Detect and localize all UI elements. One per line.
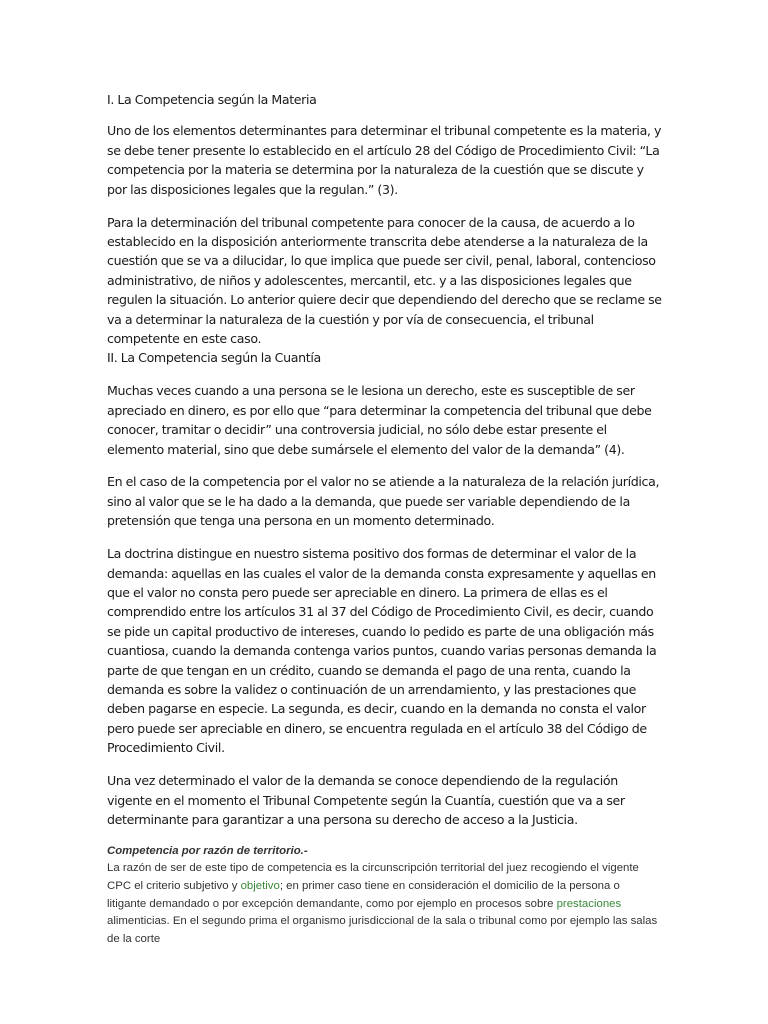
territorio-paragraph <box>107 860 662 948</box>
paragraph-materia-determinacion: Para la determinación del tribunal competente para conocer de la causa, de acuerdo a lo establecido en la disposición anteriormente transcrita debe atenderse a la naturaleza de la cuestión que se va a dilucidar, lo que implica que puede ser civil, penal, laboral, contencioso administrativo, de niños y adolescentes, mercantil, etc. y a las disposiciones legales que regulen la situación. Lo anterior quiere decir que dependiendo del derecho que se reclame se va a determinar la naturaleza de la cuestión y por vía de consecuencia, el tribunal competente en este caso. <box>107 214 662 346</box>
paragraph-cuantia-conclusion: Una vez determinado el valor de la demanda se conoce dependiendo de la regulación vigente en el momento el Tribunal Competente según la Cuantía, cuestión que va a ser determinante para garantizar a una persona su derecho de acceso a la Justicia. <box>107 773 625 827</box>
territorio-text-2: ; en primer caso tiene en consideración el domicilio de la persona o litigante demandado o por excepción demandante, como por ejemplo en procesos sobre <box>107 880 620 910</box>
document-body <box>107 90 662 829</box>
paragraph-cuantia-valor: En el caso de la competencia por el valor no se atiende a la naturaleza de la relación jurídica, sino al valor que se le ha dado a la demanda, que puede ser variable dependiendo de la pretensión que tenga una persona en un momento determinado. <box>107 474 660 529</box>
territorio-section <box>107 843 662 949</box>
territorio-heading: Competencia por razón de territorio.- <box>107 844 308 857</box>
territorio-text-3: alimenticias. En el segundo prima el organismo jurisdiccional de la sala o tribunal como por ejemplo las salas de la corte <box>107 915 658 945</box>
paragraph-materia-intro: Uno de los elementos determinantes para determinar el tribunal competente es la materia, y se debe tener presente lo establecido en el artículo 28 del Código de Procedimiento Civil: “La competencia por la materia se determina por la naturaleza de la cuestión que se discute y por las disposiciones legales que la regulan.” (3). <box>107 123 662 197</box>
paragraph-cuantia-intro: Muchas veces cuando a una persona se le lesiona un derecho, este es susceptible de ser apreciado en dinero, es por ello que “para determinar la competencia del tribunal que debe conocer, tramitar o decidir” una controversia judicial, no sólo debe estar presente el elemento material, sino que debe sumársele el elemento del valor de la demanda” (4). <box>107 383 652 457</box>
prestaciones-link[interactable]: prestaciones <box>556 897 622 910</box>
territorio-text-1: La razón de ser de este tipo de competencia es la circunscripción territorial del juez recogiendo el vigente CPC el criterio subjetivo y <box>107 862 639 892</box>
paragraph-cuantia-doctrina: La doctrina distingue en nuestro sistema positivo dos formas de determinar el valor de la demanda: aquellas en las cuales el valor de la demanda consta expresamente y aquellas en que el valor no consta pero puede ser apreciable en dinero. La primera de ellas es el comprendido entre los artículos 31 al 37 del Código de Procedimiento Civil, es decir, cuando se pide un capital productivo de intereses, cuando lo pedido es parte de una obligación más cuantiosa, cuando la demanda contenga varios puntos, cuando varias personas demanda la parte de que tengan en un crédito, cuando se demanda el pago de una renta, cuando la demanda es sobre la validez o continuación de un arrendamiento, y las prestaciones que deben pagarse en especie. La segunda, es decir, cuando en la demanda no consta el valor pero puede ser apreciable en dinero, se encuentra regulada en el artículo 38 del Código de Procedimiento Civil. <box>107 546 657 756</box>
section-heading-materia: I. La Competencia según la Materia <box>107 92 317 107</box>
document-page <box>107 90 662 948</box>
objetivo-link[interactable]: objetivo <box>240 880 280 892</box>
section-heading-cuantia: II. La Competencia según la Cuantía <box>107 350 321 366</box>
